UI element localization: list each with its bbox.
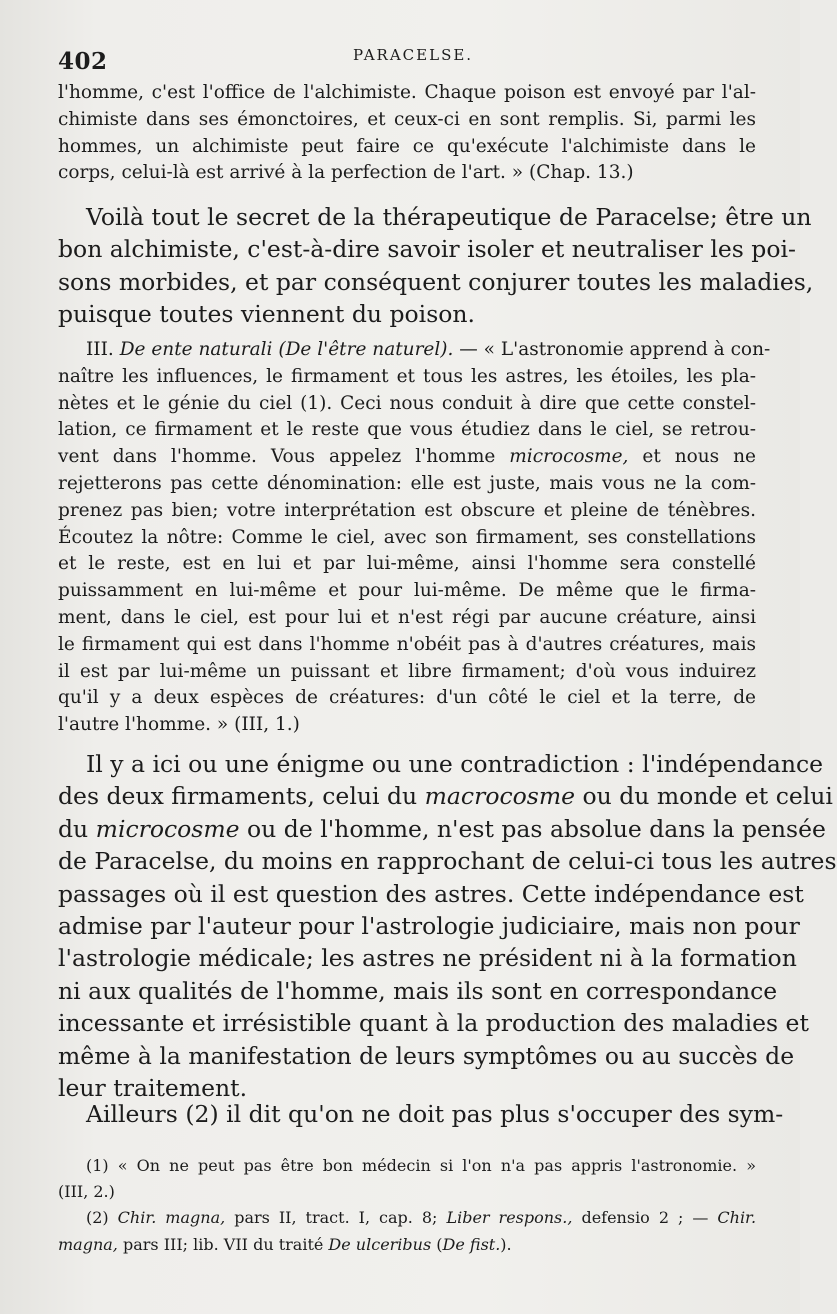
text-line: puisque toutes viennent du poison.	[58, 300, 476, 329]
text-fragment: pars III; lib. VII du traité	[117, 1234, 329, 1254]
italic-term: macrocosme	[424, 782, 576, 811]
section-number: III.	[86, 339, 120, 360]
paragraph-quote-continuation	[58, 80, 756, 187]
paragraph-ailleurs	[58, 1098, 784, 1130]
footnotes	[58, 1153, 756, 1258]
footnote-number: (2)	[86, 1208, 118, 1228]
text-fragment: — « L'astronomie apprend à con-	[453, 339, 771, 360]
footnote-1-line: (1) « On ne peut pas être bon médecin si l'on n'a pas appris l'astronomie. »	[86, 1156, 756, 1175]
text-line: admise par l'auteur pour l'astrologie judiciaire, mais non pour	[58, 912, 800, 941]
footnote-2-line	[58, 1232, 756, 1258]
text-line: prenez pas bien; votre interprétation est obscure et pleine de ténèbres.	[58, 499, 756, 521]
page-header	[58, 44, 758, 74]
text-line: Voilà tout le secret de la thérapeutique de Paracelse; être un	[86, 203, 812, 231]
running-head: PARACELSE.	[353, 46, 474, 64]
text-line: passages où il est question des astres. Cette indépendance est	[58, 879, 804, 908]
work-title: Chir.	[717, 1208, 757, 1228]
work-title: Chir. magna,	[117, 1208, 226, 1228]
work-title: Liber respons.,	[446, 1208, 573, 1228]
text-line: Il y a ici ou une énigme ou une contradiction : l'indépendance	[86, 750, 824, 778]
text-line: nètes et le génie du ciel (1). Ceci nous conduit à dire que cette constel-	[58, 392, 756, 414]
text-line: qu'il y a deux espèces de créatures: d'un côté le ciel et la terre, de	[58, 687, 756, 709]
italic-term: microcosme,	[509, 446, 629, 468]
text-line: naître les influences, le firmament et tous les astres, les étoiles, les pla-	[58, 365, 756, 387]
text-line: incessante et irrésistible quant à la production des maladies et	[58, 1009, 809, 1038]
text-line: puissamment en lui-même et pour lui-même. De même que le firma-	[58, 580, 756, 602]
text-line: l'autre l'homme. » (III, 1.)	[58, 714, 300, 736]
work-title: magna,	[58, 1234, 118, 1254]
footnote-1-line: (III, 2.)	[58, 1182, 115, 1202]
text-line: leur traitement.	[58, 1074, 248, 1103]
text-fragment: des deux firmaments, celui du	[58, 782, 425, 811]
text-line: l'homme, c'est l'office de l'alchimiste. Chaque poison est envoyé par l'al-	[58, 82, 756, 103]
text-fragment: du	[58, 814, 96, 843]
text-fragment: pars II, tract. I, cap. 8;	[225, 1208, 447, 1228]
text-fragment: vent dans l'homme. Vous appelez l'homme	[58, 446, 510, 468]
text-line: sons morbides, et par conséquent conjurer toutes les maladies,	[58, 267, 814, 296]
work-title: De ulceribus	[328, 1234, 432, 1254]
work-title: De ente naturali (De l'être naturel).	[119, 339, 454, 360]
text-fragment: ou de l'homme, n'est pas absolue dans la pensée	[239, 814, 826, 843]
text-fragment: et nous ne	[628, 446, 756, 468]
page-number: 402	[58, 48, 108, 75]
text-line: rejetterons pas cette dénomination: elle est juste, mais vous ne la com-	[58, 472, 756, 494]
text-line	[58, 337, 771, 364]
text-line: corps, celui-là est arrivé à la perfection de l'art. » (Chap. 13.)	[58, 162, 634, 184]
text-fragment: ou du monde et celui	[575, 782, 833, 811]
text-line: l'astrologie médicale; les astres ne président ni à la formation	[58, 944, 797, 973]
text-fragment: defensio 2 ; —	[572, 1208, 718, 1228]
text-line: Ailleurs (2) il dit qu'on ne doit pas plus s'occuper des sym-	[86, 1100, 784, 1128]
text-line: de Paracelse, du moins en rapprochant de celui-ci tous les autres	[58, 847, 837, 876]
text-line: même à la manifestation de leurs symptômes ou au succès de	[58, 1041, 795, 1070]
text-line: ni aux qualités de l'homme, mais ils sont en correspondance	[58, 976, 778, 1005]
italic-term: microcosme	[95, 814, 240, 843]
footnote-2-line	[58, 1205, 756, 1231]
paragraph-enigme	[58, 748, 837, 1104]
text-line	[58, 813, 826, 845]
text-line: bon alchimiste, c'est-à-dire savoir isoler et neutraliser les poi-	[58, 235, 796, 264]
work-title: De fist.	[442, 1234, 501, 1254]
text-line: lation, ce firmament et le reste que vous étudiez dans le ciel, se retrou-	[58, 419, 756, 441]
text-line	[58, 780, 833, 812]
text-line: ment, dans le ciel, est pour lui et n'est régi par aucune créature, ainsi	[58, 606, 756, 628]
text-line: chimiste dans ses émonctoires, et ceux-ci en sont remplis. Si, parmi les	[58, 108, 756, 130]
text-line: et le reste, est en lui et par lui-même, ainsi l'homme sera constellé	[58, 553, 756, 575]
text-fragment: ).	[500, 1234, 512, 1254]
text-line: hommes, un alchimiste peut faire ce qu'exécute l'alchimiste dans le	[58, 135, 756, 157]
paragraph-de-ente-naturali	[58, 337, 771, 739]
text-line: il est par lui-même un puissant et libre firmament; d'où vous induirez	[58, 660, 756, 682]
text-line: Écoutez la nôtre: Comme le ciel, avec son firmament, ses constellations	[58, 526, 756, 548]
text-line: le firmament qui est dans l'homme n'obéit pas à d'autres créatures, mais	[58, 633, 756, 655]
paragraph-therapeutique	[58, 201, 814, 331]
text-fragment: (	[431, 1234, 443, 1254]
text-line	[58, 444, 756, 471]
